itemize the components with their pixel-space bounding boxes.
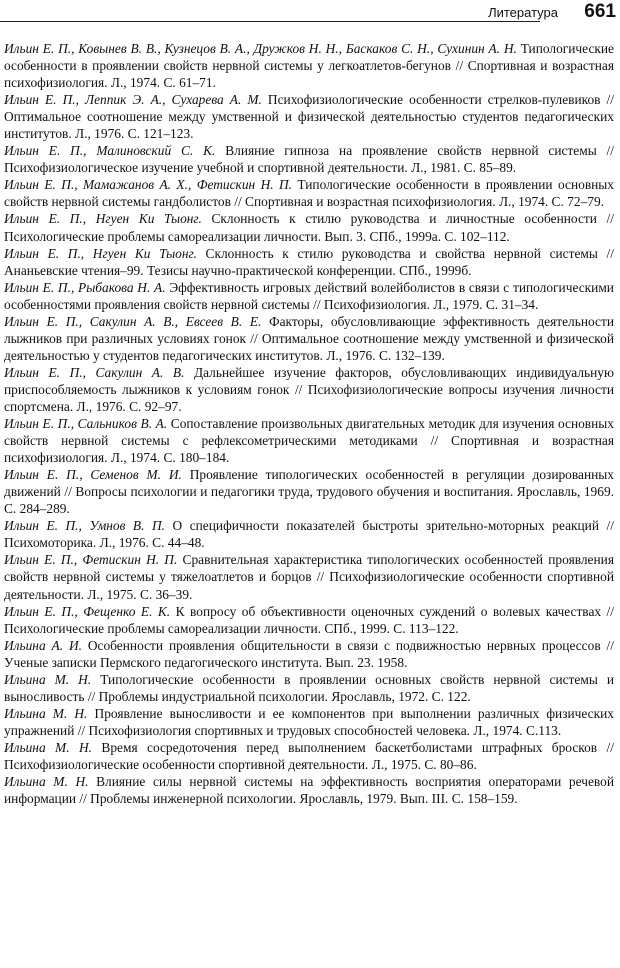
reference-text: Склонность к стилю руководства и свойства нервной системы // Ананьевские чтения–99. Тезисы научно-практической конференции. СПб., 1999б. bbox=[4, 245, 614, 278]
reference-entry bbox=[4, 705, 614, 739]
reference-entry bbox=[4, 313, 614, 364]
page-header bbox=[0, 0, 620, 28]
reference-entry bbox=[4, 176, 614, 210]
section-title: Литература bbox=[488, 5, 558, 20]
reference-authors: Ильин Е. П., Леппик Э. А., Сухарева А. М. bbox=[4, 92, 262, 108]
reference-authors: Ильин Е. П., Семенов М. И. bbox=[4, 467, 182, 483]
reference-text: К вопросу об объективности оценочных суждений о волевых качествах // Психологические проблемы самореализации личности. СПб., 1999. С. 113–122. bbox=[4, 603, 614, 636]
reference-text: Склонность к стилю руководства и личностные особенности // Психологические проблемы самореализации личности. Вып. 3. СПб., 1999а. С. 102–112. bbox=[4, 211, 614, 244]
reference-list bbox=[4, 40, 614, 807]
reference-entry bbox=[4, 91, 614, 142]
reference-entry bbox=[4, 364, 614, 415]
reference-entry bbox=[4, 637, 614, 671]
reference-entry bbox=[4, 142, 614, 176]
reference-text: Влияние гипноза на проявление свойств нервной системы // Психофизиологическое изучение учебной и спортивной деятельности. Л., 1981. С. 85–89. bbox=[4, 143, 614, 176]
reference-entry bbox=[4, 210, 614, 244]
reference-authors: Ильин Е. П., Сальников В. А. bbox=[4, 416, 168, 432]
reference-text: Проявление типологических особенностей в регуляции дозированных движений // Вопросы психологии и педагогики труда, трудового обучения и воспитания. Ярославль, 1969. С. 284–289. bbox=[4, 467, 614, 517]
reference-authors: Ильин Е. П., Нгуен Ки Тыонг. bbox=[4, 211, 202, 227]
reference-authors: Ильина М. Н. bbox=[4, 774, 89, 790]
reference-text: Особенности проявления общительности в связи с подвижностью нервных процессов // Ученые записки Пермского педагогического института. Вып. 23. 1958. bbox=[4, 637, 614, 670]
reference-text: Дальнейшее изучение факторов, обусловливающих индивидуальную приспособляемость лыжников к условиям гонок // Психофизиологические вопросы изучения личности спортсмена. Л., 1976. С. 92–97. bbox=[4, 364, 614, 414]
reference-entry bbox=[4, 279, 614, 313]
page-number: 661 bbox=[584, 1, 616, 22]
reference-authors: Ильин Е. П., Рыбакова Н. А. bbox=[4, 279, 166, 295]
reference-text: Психофизиологические особенности стрелков-пулевиков // Оптимальное соотношение между умственной и физической деятельностью студентов педагогических институтов. Л., 1976. С. 121–123. bbox=[4, 92, 614, 142]
reference-authors: Ильин Е. П., Мамажанов А. Х., Фетискин Н. П. bbox=[4, 177, 293, 193]
reference-text: Влияние силы нервной системы на эффективность восприятия операторами речевой информации // Проблемы инженерной психологии. Ярославль, 1979. Вып. III. С. 158–159. bbox=[4, 774, 614, 807]
reference-entry bbox=[4, 415, 614, 466]
reference-entry bbox=[4, 739, 614, 773]
header-rule bbox=[0, 21, 540, 22]
reference-entry bbox=[4, 603, 614, 637]
reference-authors: Ильин Е. П., Сакулин А. В., Евсеев В. Е. bbox=[4, 313, 262, 329]
reference-entry bbox=[4, 466, 614, 517]
reference-text: О специфичности показателей быстроты зрительно-моторных реакций // Психомоторика. Л., 1976. С. 44–48. bbox=[4, 518, 614, 551]
reference-authors: Ильина М. Н. bbox=[4, 739, 92, 755]
reference-entry bbox=[4, 551, 614, 602]
reference-entry bbox=[4, 40, 614, 91]
reference-authors: Ильина А. И. bbox=[4, 637, 82, 653]
reference-authors: Ильин Е. П., Ковынев В. В., Кузнецов В. А., Дружков Н. Н., Баскаков С. Н., Сухинин А. Н. bbox=[4, 41, 517, 56]
reference-text: Время сосредоточения перед выполнением баскетболистами штрафных бросков // Психофизиологические особенности спортивной деятельности. Л., 1975. С. 80–86. bbox=[4, 739, 614, 772]
reference-authors: Ильин Е. П., Сакулин А. В. bbox=[4, 364, 185, 380]
reference-authors: Ильин Е. П., Умнов В. П. bbox=[4, 518, 165, 534]
reference-text: Сравнительная характеристика типологических особенностей проявления свойств нервной системы у тяжелоатлетов и борцов // Психофизиологические особенности спортивной деятельности. Л., 1975. С. 36–39. bbox=[4, 552, 614, 602]
reference-entry bbox=[4, 671, 614, 705]
reference-authors: Ильина М. Н. bbox=[4, 671, 92, 687]
reference-entry bbox=[4, 773, 614, 807]
reference-authors: Ильина М. Н. bbox=[4, 705, 88, 721]
reference-text: Типологические особенности в проявлении свойств нервной системы у легкоатлетов-бегунов // Спортивная и возрастная психофизиология. Л., 1974. С. 61–71. bbox=[4, 41, 614, 91]
reference-authors: Ильин Е. П., Фетискин Н. П. bbox=[4, 552, 178, 568]
reference-text: Типологические особенности в проявлении основных свойств нервной системы гандболистов // Спортивная и возрастная психофизиология. Л., 1974. С. 72–79. bbox=[4, 177, 614, 210]
reference-text: Проявление выносливости и ее компонентов при выполнении различных физических упражнений // Психофизиология спортивных и трудовых способностей человека. Л., 1974. С.113. bbox=[4, 705, 614, 738]
reference-text: Факторы, обусловливающие эффективность деятельности лыжников при различных условиях гонок // Оптимальное соотношение между умственной и физической деятельностью у студентов педагогических институтов. Л., 1976. С. 132–139. bbox=[4, 313, 614, 363]
reference-authors: Ильин Е. П., Малиновский С. К. bbox=[4, 143, 216, 159]
reference-text: Сопоставление произвольных двигательных методик для изучения основных свойств нервной системы с рефлексометрическими методиками // Спортивная и возрастная психофизиология. Л., 1974. С. 180–184. bbox=[4, 416, 614, 466]
reference-entry bbox=[4, 245, 614, 279]
reference-text: Типологические особенности в проявлении основных свойств нервной системы и выносливость // Проблемы индустриальной психологии. Ярославль, 1972. С. 122. bbox=[4, 671, 614, 704]
reference-text: Эффективность игровых действий волейболистов в связи с типологическими особенностями проявления свойств нервной системы // Психофизиология. Л., 1979. С. 31–34. bbox=[4, 279, 614, 312]
reference-entry bbox=[4, 517, 614, 551]
reference-authors: Ильин Е. П., Фещенко Е. К. bbox=[4, 603, 171, 619]
reference-authors: Ильин Е. П., Нгуен Ки Тыонг. bbox=[4, 245, 197, 261]
